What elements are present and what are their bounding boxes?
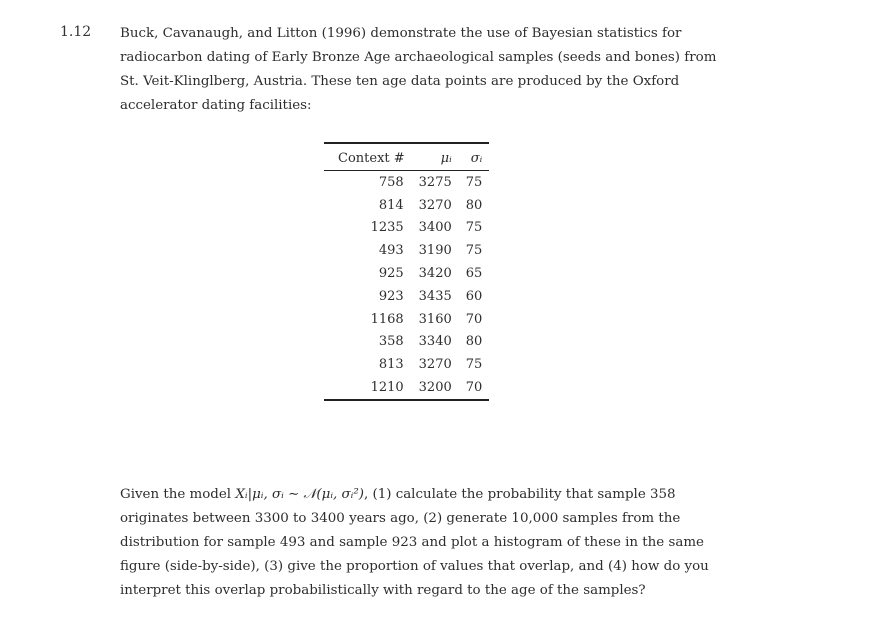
question-lead: Given the model <box>120 487 236 502</box>
table-row <box>324 239 489 262</box>
model-formula: Xᵢ|μᵢ, σᵢ ∼ 𝒩(μᵢ, σᵢ²) <box>235 487 364 502</box>
table-row <box>324 171 489 194</box>
cell-sigma: 70 <box>465 311 483 327</box>
table-body <box>324 171 489 400</box>
cell-context: 493 <box>378 243 404 259</box>
table-row <box>324 285 489 308</box>
table-row <box>324 308 489 331</box>
cell-sigma: 70 <box>465 380 483 396</box>
problem-intro-text: Buck, Cavanaugh, and Litton (1996) demonstrate the use of Bayesian statistics for radiocarbon dating of Early Bronze Age archaeological samples (seeds and bones) from St. Veit-Klinglberg, Austria. These ten age data points are produced by the Oxford accelerator dating facilities: <box>120 26 717 113</box>
cell-sigma: 80 <box>465 197 483 213</box>
cell-sigma: 75 <box>465 243 483 259</box>
cell-sigma: 75 <box>465 174 483 190</box>
cell-context: 1235 <box>370 220 404 236</box>
table-row <box>324 194 489 217</box>
table-header-row <box>324 143 489 171</box>
cell-mu: 3270 <box>418 197 452 213</box>
header-mu: μᵢ <box>440 150 452 166</box>
cell-mu: 3435 <box>418 288 452 304</box>
cell-context: 814 <box>378 197 404 213</box>
table-row <box>324 376 489 400</box>
question-body: , (1) calculate the probability that sample 358 originates between 3300 to 3400 years ago, (2) generate 10,000 samples from the distribution for sample 493 and sample 923 and plot a histogram of these in the same figure (side-by-side), (3) give the proportion of values that overlap, and (4) how do you interpret this overlap probabilistically with regard to the age of the samples? <box>120 487 709 598</box>
cell-context: 358 <box>378 334 404 350</box>
radiocarbon-data-table <box>324 142 489 401</box>
table-row <box>324 262 489 285</box>
cell-context: 1168 <box>370 311 404 327</box>
cell-mu: 3275 <box>418 174 452 190</box>
header-sigma: σᵢ <box>470 150 483 166</box>
table-row <box>324 331 489 354</box>
cell-mu: 3340 <box>418 334 452 350</box>
cell-mu: 3420 <box>418 266 452 282</box>
cell-mu: 3270 <box>418 357 452 373</box>
cell-mu: 3160 <box>418 311 452 327</box>
cell-sigma: 60 <box>465 288 483 304</box>
cell-mu: 3190 <box>418 243 452 259</box>
problem-number: 1.12 <box>60 24 92 40</box>
question-text <box>120 483 720 603</box>
table-row <box>324 353 489 376</box>
cell-context: 925 <box>378 266 404 282</box>
cell-sigma: 75 <box>465 220 483 236</box>
cell-sigma: 80 <box>465 334 483 350</box>
cell-sigma: 75 <box>465 357 483 373</box>
cell-context: 1210 <box>370 380 404 396</box>
cell-mu: 3400 <box>418 220 452 236</box>
cell-context: 813 <box>378 357 404 373</box>
cell-sigma: 65 <box>465 266 483 282</box>
cell-mu: 3200 <box>418 380 452 396</box>
cell-context: 923 <box>378 288 404 304</box>
cell-context: 758 <box>378 174 404 190</box>
table-row <box>324 217 489 240</box>
header-context: Context # <box>338 150 405 166</box>
